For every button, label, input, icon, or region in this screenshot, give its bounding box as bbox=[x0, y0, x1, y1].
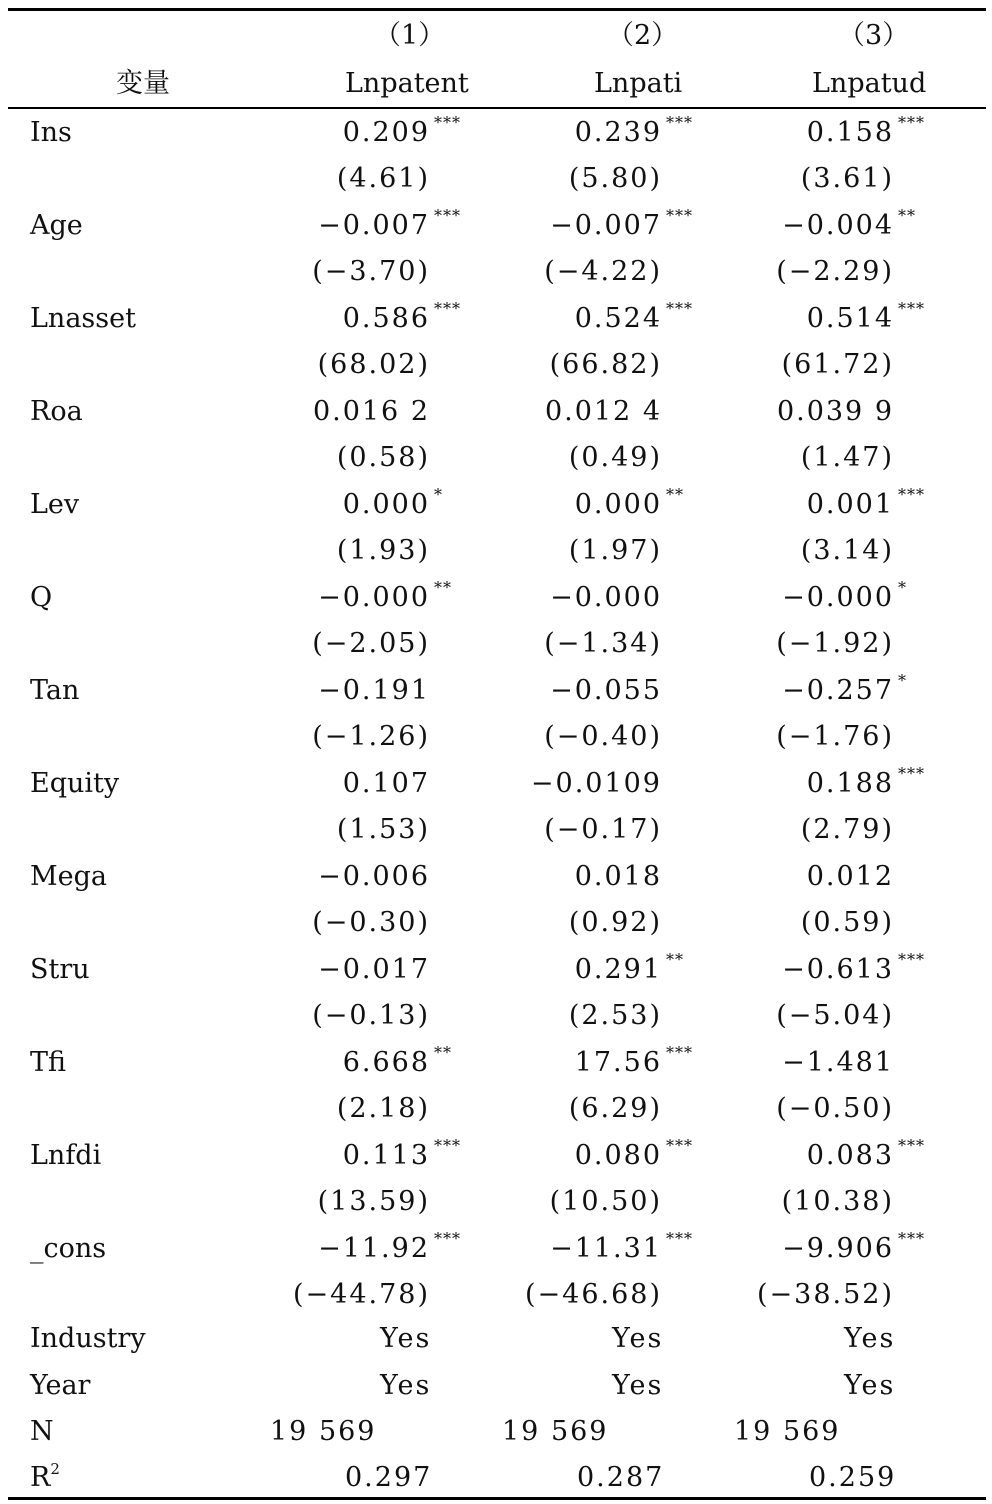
col-name-3: Lnpatud bbox=[812, 68, 927, 99]
coefficient-value: 0.239 bbox=[574, 117, 662, 148]
coefficient-value: 0.000 bbox=[574, 489, 662, 520]
t-statistic: (66.82) bbox=[549, 349, 662, 380]
n-col-1: 19 569 bbox=[270, 1416, 377, 1447]
coefficient-value: 0.586 bbox=[342, 303, 430, 334]
significance-stars: * bbox=[434, 485, 443, 504]
t-statistic: (0.92) bbox=[568, 907, 662, 938]
t-statistic: (1.53) bbox=[336, 814, 430, 845]
variable-header: 变量 bbox=[116, 68, 170, 99]
coefficient-value: 0.158 bbox=[806, 117, 894, 148]
col-number-1: （1） bbox=[374, 20, 446, 51]
r2-col-2: 0.287 bbox=[577, 1462, 665, 1493]
col-number-2: （2） bbox=[607, 20, 679, 51]
t-statistic: (5.80) bbox=[568, 163, 662, 194]
significance-stars: *** bbox=[666, 1043, 693, 1062]
t-statistic: (−2.05) bbox=[312, 628, 430, 659]
t-statistic: (1.97) bbox=[568, 535, 662, 566]
significance-stars: *** bbox=[666, 113, 693, 132]
coefficient-cell bbox=[0, 578, 907, 613]
t-statistic: (4.61) bbox=[336, 163, 430, 194]
t-statistic: (−0.40) bbox=[544, 721, 662, 752]
coefficient-value: 0.080 bbox=[574, 1140, 662, 1171]
significance-stars: *** bbox=[666, 1136, 693, 1155]
header-rule bbox=[8, 107, 986, 109]
t-statistic: (0.59) bbox=[800, 907, 894, 938]
t-statistic: (−5.04) bbox=[776, 1000, 894, 1031]
coefficient-value: 0.083 bbox=[806, 1140, 894, 1171]
coefficient-cell bbox=[0, 113, 925, 148]
row-label: Age bbox=[30, 210, 83, 241]
coefficient-value: 0.291 bbox=[574, 954, 662, 985]
t-statistic: (10.38) bbox=[781, 1186, 894, 1217]
coefficient-value: −0.0109 bbox=[530, 768, 662, 799]
coefficient-cell bbox=[0, 863, 894, 890]
coefficient-value: −0.017 bbox=[318, 954, 430, 985]
coefficient-cell bbox=[0, 1136, 925, 1171]
coefficient-value: 0.107 bbox=[342, 768, 430, 799]
significance-stars: * bbox=[898, 671, 907, 690]
coefficient-cell bbox=[0, 398, 894, 425]
n-label: N bbox=[30, 1416, 54, 1447]
significance-stars: *** bbox=[434, 1136, 461, 1155]
coefficient-value: 17.56 bbox=[574, 1047, 662, 1078]
significance-stars: *** bbox=[898, 764, 925, 783]
n-col-3: 19 569 bbox=[734, 1416, 841, 1447]
significance-stars: ** bbox=[666, 485, 684, 504]
coefficient-cell bbox=[0, 485, 925, 520]
significance-stars: *** bbox=[666, 1229, 693, 1248]
bottom-rule bbox=[8, 1497, 986, 1500]
t-statistic: (1.93) bbox=[336, 535, 430, 566]
t-statistic: (68.02) bbox=[317, 349, 430, 380]
t-statistic: (−1.26) bbox=[312, 721, 430, 752]
industry-label: Industry bbox=[30, 1323, 146, 1354]
coefficient-value: −0.006 bbox=[318, 861, 430, 892]
row-label: Mega bbox=[30, 861, 108, 892]
t-statistic: (3.14) bbox=[800, 535, 894, 566]
coefficient-value: −0.000 bbox=[318, 582, 430, 613]
coefficient-cell bbox=[0, 764, 925, 799]
row-label: Lnfdi bbox=[30, 1140, 102, 1171]
t-statistic: (−0.50) bbox=[776, 1093, 894, 1124]
row-label: Q bbox=[30, 582, 53, 613]
t-statistic: (−0.13) bbox=[312, 1000, 430, 1031]
coefficient-value: −0.055 bbox=[550, 675, 662, 706]
t-statistic: (−1.92) bbox=[776, 628, 894, 659]
significance-stars: *** bbox=[898, 1229, 925, 1248]
col-number-3: （3） bbox=[838, 20, 910, 51]
significance-stars: *** bbox=[898, 1136, 925, 1155]
col-name-2: Lnpati bbox=[594, 68, 683, 99]
coefficient-cell bbox=[0, 950, 925, 985]
t-statistic: (2.79) bbox=[800, 814, 894, 845]
top-rule bbox=[8, 8, 986, 11]
coefficient-cell bbox=[0, 671, 907, 706]
coefficient-value: 0.514 bbox=[806, 303, 894, 334]
row-label: Lnasset bbox=[30, 303, 136, 334]
r2-col-3: 0.259 bbox=[809, 1462, 897, 1493]
r2-superscript: 2 bbox=[50, 1460, 60, 1478]
t-statistic: (−4.22) bbox=[544, 256, 662, 287]
t-statistic: (2.53) bbox=[568, 1000, 662, 1031]
significance-stars: *** bbox=[434, 299, 461, 318]
t-statistic: (−1.34) bbox=[544, 628, 662, 659]
row-label: Ins bbox=[30, 117, 72, 148]
t-statistic: (−0.30) bbox=[312, 907, 430, 938]
significance-stars: ** bbox=[898, 206, 916, 225]
coefficient-value: 0.012 bbox=[806, 861, 894, 892]
coefficient-value: 0.039 9 bbox=[776, 396, 894, 427]
significance-stars: *** bbox=[434, 113, 461, 132]
t-statistic: (−1.76) bbox=[776, 721, 894, 752]
row-label: _cons bbox=[30, 1233, 107, 1264]
coefficient-value: 0.188 bbox=[806, 768, 894, 799]
row-label: Lev bbox=[30, 489, 80, 520]
year-label: Year bbox=[30, 1370, 91, 1401]
year-col-3: Yes bbox=[844, 1370, 896, 1401]
significance-stars: *** bbox=[898, 950, 925, 969]
t-statistic: (−46.68) bbox=[525, 1279, 662, 1310]
col-name-1: Lnpatent bbox=[345, 68, 469, 99]
coefficient-value: 0.524 bbox=[574, 303, 662, 334]
significance-stars: *** bbox=[666, 299, 693, 318]
t-statistic: (10.50) bbox=[549, 1186, 662, 1217]
significance-stars: ** bbox=[434, 1043, 452, 1062]
coefficient-cell bbox=[0, 206, 916, 241]
significance-stars: ** bbox=[666, 950, 684, 969]
t-statistic: (−3.70) bbox=[312, 256, 430, 287]
coefficient-value: −9.906 bbox=[782, 1233, 894, 1264]
year-col-1: Yes bbox=[380, 1370, 432, 1401]
coefficient-value: 0.012 4 bbox=[544, 396, 662, 427]
significance-stars: ** bbox=[434, 578, 452, 597]
r2-col-1: 0.297 bbox=[345, 1462, 433, 1493]
row-label: Tan bbox=[30, 675, 80, 706]
n-col-2: 19 569 bbox=[502, 1416, 609, 1447]
significance-stars: *** bbox=[434, 206, 461, 225]
industry-col-1: Yes bbox=[380, 1323, 432, 1354]
coefficient-cell bbox=[0, 1229, 925, 1264]
coefficient-value: −0.007 bbox=[550, 210, 662, 241]
coefficient-cell bbox=[0, 1049, 894, 1076]
coefficient-value: 0.209 bbox=[342, 117, 430, 148]
year-col-2: Yes bbox=[612, 1370, 664, 1401]
t-statistic: (−44.78) bbox=[293, 1279, 430, 1310]
coefficient-value: −0.004 bbox=[782, 210, 894, 241]
t-statistic: (0.58) bbox=[336, 442, 430, 473]
significance-stars: *** bbox=[666, 206, 693, 225]
coefficient-value: 0.016 2 bbox=[312, 396, 430, 427]
coefficient-value: −0.613 bbox=[782, 954, 894, 985]
significance-stars: *** bbox=[898, 113, 925, 132]
row-label: Roa bbox=[30, 396, 83, 427]
t-statistic: (6.29) bbox=[568, 1093, 662, 1124]
t-statistic: (0.49) bbox=[568, 442, 662, 473]
t-statistic: (3.61) bbox=[800, 163, 894, 194]
coefficient-value: −0.007 bbox=[318, 210, 430, 241]
t-statistic: (61.72) bbox=[781, 349, 894, 380]
industry-col-3: Yes bbox=[844, 1323, 896, 1354]
coefficient-cell bbox=[0, 299, 925, 334]
coefficient-value: 6.668 bbox=[342, 1047, 430, 1078]
significance-stars: *** bbox=[898, 299, 925, 318]
t-statistic: (−0.17) bbox=[544, 814, 662, 845]
coefficient-value: −0.191 bbox=[318, 675, 430, 706]
coefficient-value: −0.000 bbox=[550, 582, 662, 613]
coefficient-value: −11.31 bbox=[550, 1233, 662, 1264]
row-label: Stru bbox=[30, 954, 90, 985]
significance-stars: * bbox=[898, 578, 907, 597]
coefficient-value: 0.001 bbox=[806, 489, 894, 520]
t-statistic: (−2.29) bbox=[776, 256, 894, 287]
coefficient-value: 0.018 bbox=[574, 861, 662, 892]
industry-col-2: Yes bbox=[612, 1323, 664, 1354]
coefficient-value: 0.000 bbox=[342, 489, 430, 520]
r2-letter: R bbox=[30, 1462, 51, 1493]
r2-label bbox=[30, 1460, 60, 1493]
row-label: Equity bbox=[30, 768, 120, 799]
t-statistic: (−38.52) bbox=[757, 1279, 894, 1310]
t-statistic: (1.47) bbox=[800, 442, 894, 473]
coefficient-value: −0.257 bbox=[782, 675, 894, 706]
coefficient-value: −0.000 bbox=[782, 582, 894, 613]
t-statistic: (13.59) bbox=[317, 1186, 430, 1217]
coefficient-value: 0.113 bbox=[342, 1140, 430, 1171]
t-statistic: (2.18) bbox=[336, 1093, 430, 1124]
coefficient-value: −11.92 bbox=[318, 1233, 430, 1264]
significance-stars: *** bbox=[434, 1229, 461, 1248]
row-label: Tfi bbox=[30, 1047, 67, 1078]
coefficient-value: −1.481 bbox=[782, 1047, 894, 1078]
significance-stars: *** bbox=[898, 485, 925, 504]
